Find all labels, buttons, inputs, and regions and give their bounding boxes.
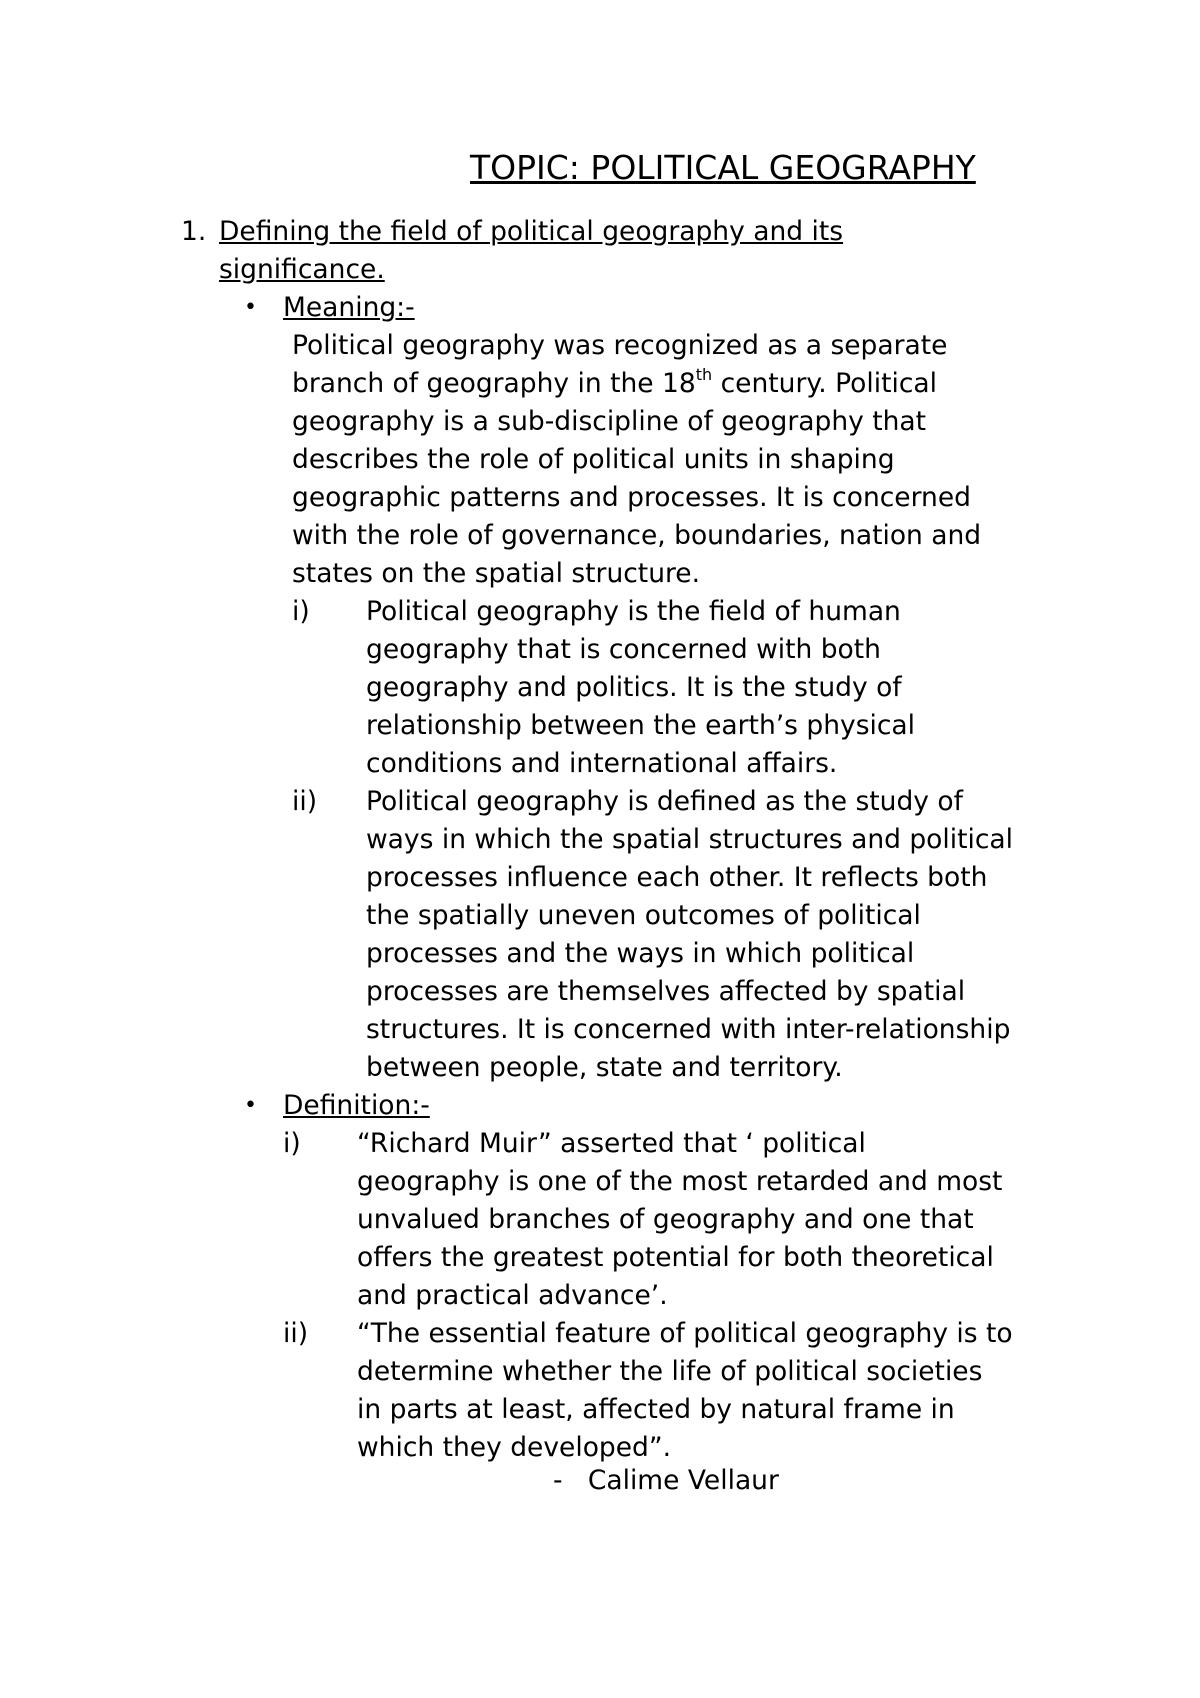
definition-item-text: “The essential feature of political geography is to determine whether the life of political societies in parts at least, affected by natural frame in which they developed”. xyxy=(357,1318,1013,1463)
definition-item-number: i) xyxy=(283,1128,301,1159)
meaning-label: Meaning:- xyxy=(283,292,415,323)
bullet-icon: • xyxy=(244,1093,257,1118)
page-title: TOPIC: POLITICAL GEOGRAPHY xyxy=(470,148,976,187)
meaning-item-number: i) xyxy=(292,596,310,627)
definition-item-text: “Richard Muir” asserted that ‘ political geography is one of the most retarded and most unvalued branches of geography and one that offers the greatest potential for both theoretical and practical advance’. xyxy=(357,1128,1003,1311)
definition-label: Definition:- xyxy=(283,1090,430,1121)
section-heading: Defining the field of political geography and its significance. xyxy=(219,216,844,285)
meaning-item-text: Political geography is the field of human geography that is concerned with both geography and politics. It is the study of relationship between the earth’s physical conditions and international affairs. xyxy=(366,596,916,779)
bullet-icon: • xyxy=(244,295,257,320)
superscript: th xyxy=(695,365,713,384)
quote-attribution: - Calime Vellaur xyxy=(553,1465,779,1496)
meaning-item-text: Political geography is defined as the study of ways in which the spatial structures and political processes influence each other. It reflects both the spatially uneven outcomes of political processes and the ways in which political processes are themselves affected by spatial structures. It is concerned with inter-relationship between people, state and territory. xyxy=(366,786,1014,1083)
definition-item-number: ii) xyxy=(283,1318,309,1349)
meaning-item-number: ii) xyxy=(292,786,318,817)
section-number: 1. xyxy=(181,216,207,247)
meaning-paragraph: Political geography was recognized as a separate branch of geography in the 18th century. Political geography is a sub-discipline of geography that describes the role of political units in shaping geographic patterns and processes. It is concerned with the role of governance, boundaries, nation and states on the spatial structure. xyxy=(292,330,982,589)
